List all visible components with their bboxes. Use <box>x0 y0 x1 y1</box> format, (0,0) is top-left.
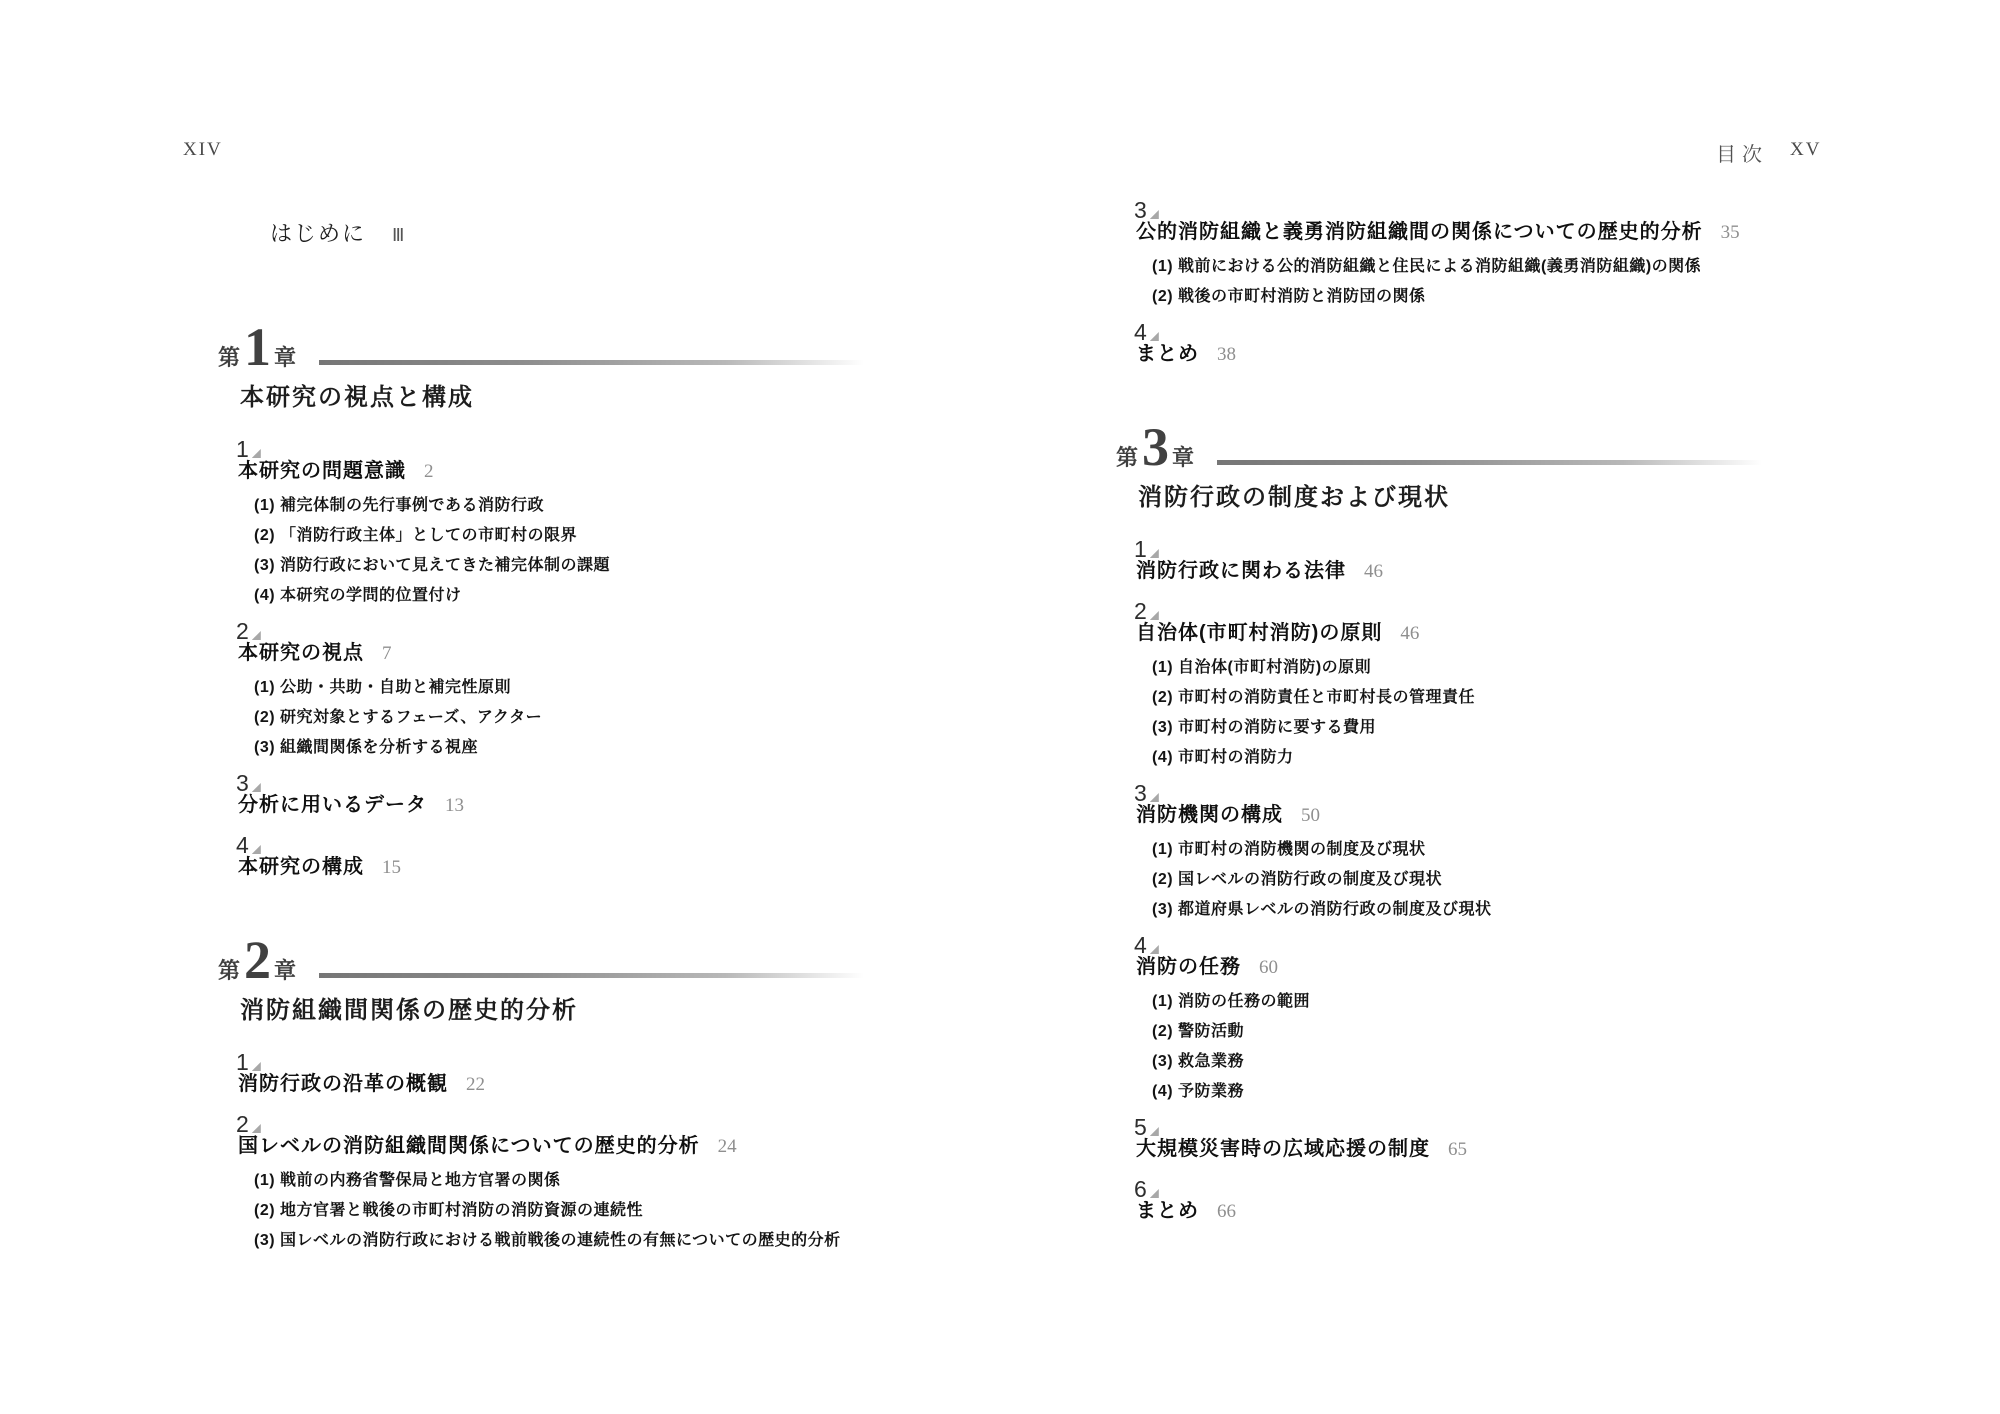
section-page-number: 46 <box>1400 623 1420 644</box>
toc-item: (1) 市町村の消防機関の制度及び現状 <box>1152 841 1426 858</box>
toc-item: (3) 組織間関係を分析する視座 <box>254 739 479 756</box>
front-matter-page-number: Ⅲ <box>392 225 405 245</box>
right-page <box>1102 184 1922 1225</box>
section-number: 1 <box>1134 536 1147 562</box>
section-label: 大規模災害時の広域応援の制度 <box>1136 1138 1430 1160</box>
section-marker-triangle-icon <box>1150 1189 1159 1198</box>
chapter-number-suffix: 章 <box>274 345 298 370</box>
chapter-number-prefix: 第 <box>218 345 242 370</box>
section-marker-triangle-icon <box>252 845 261 854</box>
section-label: 本研究の構成 <box>238 856 364 878</box>
section-number: 5 <box>1134 1114 1147 1140</box>
section-marker-triangle-icon <box>252 631 261 640</box>
chapter-number-prefix: 第 <box>1116 445 1140 470</box>
chapter-title: 消防行政の制度および現状 <box>1138 485 1450 511</box>
section-number: 4 <box>236 832 249 858</box>
section-number-row <box>1134 319 1922 345</box>
toc-item: (2) 戦後の市町村消防と消防団の関係 <box>1152 288 1426 305</box>
section-number: 3 <box>1134 197 1147 223</box>
section-number: 1 <box>236 436 249 462</box>
section-marker-triangle-icon <box>252 1124 261 1133</box>
section-page-number: 65 <box>1448 1139 1467 1160</box>
section-page-number: 46 <box>1364 561 1383 582</box>
chapter-block <box>1102 417 1922 513</box>
chapter-number-suffix: 章 <box>274 958 298 983</box>
toc-item: (3) 都道府県レベルの消防行政の制度及び現状 <box>1152 901 1492 918</box>
section-number-row <box>236 618 920 644</box>
toc-item: (2) 市町村の消防責任と市町村長の管理責任 <box>1152 689 1476 706</box>
toc-section <box>1134 780 1922 829</box>
section-number: 2 <box>236 1111 249 1137</box>
section-page-number: 50 <box>1301 805 1320 826</box>
section-number: 4 <box>1134 932 1147 958</box>
chapter-title: 消防組織間関係の歴史的分析 <box>240 998 578 1024</box>
toc-item: (1) 戦前の内務省警保局と地方官署の関係 <box>254 1172 561 1189</box>
chapter-heading <box>218 317 920 377</box>
section-label-row <box>1136 559 1922 585</box>
toc-section <box>1134 197 1922 246</box>
section-number-row <box>236 832 920 858</box>
toc-item: (4) 本研究の学問的位置付け <box>254 587 462 604</box>
section-number-row <box>236 770 920 796</box>
section-number-row <box>1134 932 1922 958</box>
chapter-title: 本研究の視点と構成 <box>240 385 474 411</box>
toc-item: (2) 研究対象とするフェーズ、アクター <box>254 709 543 726</box>
toc-section <box>236 770 920 819</box>
section-label: 本研究の視点 <box>238 642 364 664</box>
section-number: 4 <box>1134 319 1147 345</box>
section-label-row <box>238 641 920 667</box>
toc-section <box>236 832 920 881</box>
section-marker-triangle-icon <box>1150 549 1159 558</box>
section-label: 消防行政の沿革の概観 <box>238 1073 448 1095</box>
section-label: 消防行政に関わる法律 <box>1136 560 1346 582</box>
toc-item: (3) 救急業務 <box>1152 1053 1245 1070</box>
section-marker-triangle-icon <box>1150 945 1159 954</box>
section-number: 1 <box>236 1049 249 1075</box>
section-marker-triangle-icon <box>1150 1127 1159 1136</box>
section-label: 公的消防組織と義勇消防組織間の関係についての歴史的分析 <box>1136 221 1703 243</box>
chapter-block <box>204 930 920 1026</box>
section-page-number: 15 <box>382 857 401 878</box>
toc-section <box>1134 319 1922 368</box>
toc-section <box>236 1049 920 1098</box>
section-number-row <box>1134 197 1922 223</box>
chapter-number: 3 <box>1142 417 1170 477</box>
chapter-number: 2 <box>244 930 272 990</box>
front-matter-item <box>270 220 920 249</box>
chapter-rule <box>319 360 899 365</box>
toc-item: (3) 消防行政において見えてきた補完体制の課題 <box>254 557 611 574</box>
left-page-number: XIV <box>183 139 223 160</box>
section-number-row <box>1134 780 1922 806</box>
section-label: まとめ <box>1136 343 1199 365</box>
section-page-number: 13 <box>445 795 464 816</box>
toc-item: (2) 地方官署と戦後の市町村消防の消防資源の連続性 <box>254 1202 644 1219</box>
section-marker-triangle-icon <box>1150 210 1159 219</box>
section-label-row <box>238 1134 920 1160</box>
section-number: 2 <box>236 618 249 644</box>
section-number: 2 <box>1134 598 1147 624</box>
section-marker-triangle-icon <box>252 1062 261 1071</box>
chapter-heading <box>1116 417 1922 477</box>
section-number-row <box>236 1111 920 1137</box>
toc-item: (1) 消防の任務の範囲 <box>1152 993 1311 1010</box>
chapter-rule <box>319 973 899 978</box>
section-label-row <box>238 1072 920 1098</box>
section-label: 自治体(市町村消防)の原則 <box>1136 622 1383 644</box>
toc-running-head: 目次 <box>1716 144 1768 166</box>
section-number-row <box>1134 536 1922 562</box>
section-number: 6 <box>1134 1176 1147 1202</box>
section-label: まとめ <box>1136 1200 1199 1222</box>
toc-item: (4) 予防業務 <box>1152 1083 1245 1100</box>
section-page-number: 22 <box>466 1074 485 1095</box>
toc-item: (1) 公助・共助・自助と補完性原則 <box>254 679 512 696</box>
right-page-number: XV <box>1790 139 1822 160</box>
chapter-heading <box>218 930 920 990</box>
toc-item: (3) 国レベルの消防行政における戦前戦後の連続性の有無についての歴史的分析 <box>254 1232 841 1249</box>
section-label-row <box>238 793 920 819</box>
section-page-number: 35 <box>1720 222 1740 243</box>
chapter-block <box>204 317 920 413</box>
section-label-row <box>1136 1199 1922 1225</box>
chapter-number-prefix: 第 <box>218 958 242 983</box>
section-label: 消防機関の構成 <box>1136 804 1283 826</box>
section-marker-triangle-icon <box>1150 611 1159 620</box>
section-page-number: 24 <box>717 1136 737 1157</box>
toc-section <box>1134 1176 1922 1225</box>
toc-item: (1) 戦前における公的消防組織と住民による消防組織(義勇消防組織)の関係 <box>1152 258 1702 275</box>
left-page <box>204 190 920 1250</box>
toc-section <box>236 436 920 485</box>
section-marker-triangle-icon <box>252 449 261 458</box>
section-number-row <box>236 1049 920 1075</box>
section-page-number: 7 <box>382 643 392 664</box>
chapter-rule <box>1217 460 1797 465</box>
section-number: 3 <box>1134 780 1147 806</box>
section-label-row <box>238 855 920 881</box>
toc-item: (1) 補完体制の先行事例である消防行政 <box>254 497 545 514</box>
chapter-number-suffix: 章 <box>1172 445 1196 470</box>
section-marker-triangle-icon <box>252 783 261 792</box>
section-label-row <box>238 459 920 485</box>
toc-item: (1) 自治体(市町村消防)の原則 <box>1152 659 1372 676</box>
section-number-row <box>1134 1176 1922 1202</box>
toc-section <box>236 1111 920 1160</box>
toc-section <box>1134 932 1922 981</box>
section-label: 消防の任務 <box>1136 956 1241 978</box>
section-page-number: 66 <box>1217 1201 1236 1222</box>
section-label-row <box>1136 803 1922 829</box>
section-label: 国レベルの消防組織間関係についての歴史的分析 <box>238 1135 700 1157</box>
section-marker-triangle-icon <box>1150 332 1159 341</box>
toc-section <box>236 618 920 667</box>
section-number-row <box>1134 598 1922 624</box>
section-label-row <box>1136 621 1922 647</box>
section-label: 分析に用いるデータ <box>238 794 427 816</box>
toc-item: (3) 市町村の消防に要する費用 <box>1152 719 1377 736</box>
section-label-row <box>1136 220 1922 246</box>
section-number-row <box>236 436 920 462</box>
section-page-number: 60 <box>1259 957 1278 978</box>
toc-item: (2) 警防活動 <box>1152 1023 1245 1040</box>
section-label-row <box>1136 1137 1922 1163</box>
section-page-number: 38 <box>1217 344 1236 365</box>
toc-item: (2) 国レベルの消防行政の制度及び現状 <box>1152 871 1443 888</box>
toc-item: (4) 市町村の消防力 <box>1152 749 1294 766</box>
toc-section <box>1134 536 1922 585</box>
section-marker-triangle-icon <box>1150 793 1159 802</box>
section-number: 3 <box>236 770 249 796</box>
front-matter-label: はじめに <box>270 221 367 246</box>
section-number-row <box>1134 1114 1922 1140</box>
chapter-number: 1 <box>244 317 272 377</box>
section-label-row <box>1136 342 1922 368</box>
section-label-row <box>1136 955 1922 981</box>
section-label: 本研究の問題意識 <box>238 460 406 482</box>
toc-section <box>1134 598 1922 647</box>
section-page-number: 2 <box>424 461 434 482</box>
toc-section <box>1134 1114 1922 1163</box>
toc-item: (2) 「消防行政主体」としての市町村の限界 <box>254 527 578 544</box>
